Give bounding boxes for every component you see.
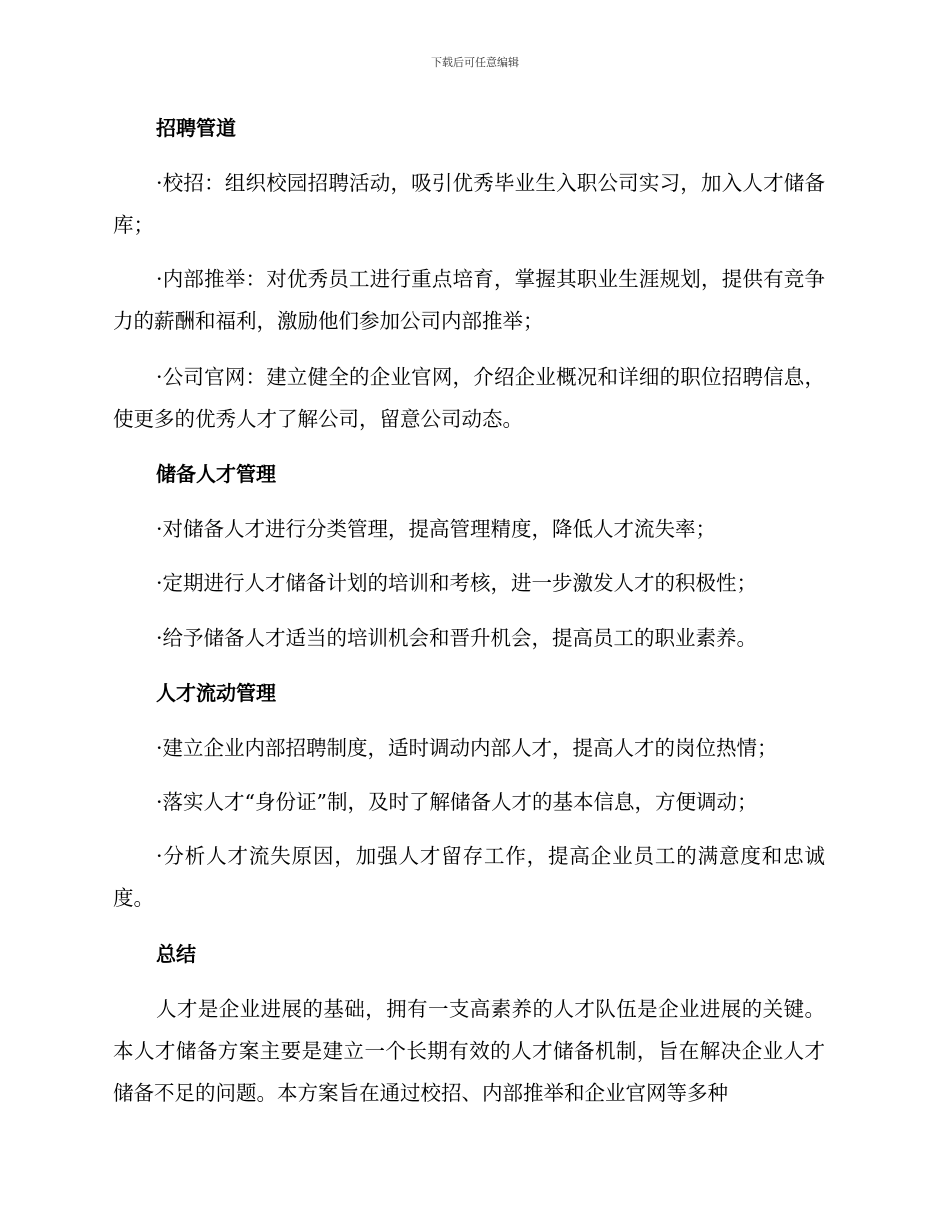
list-item: ·定期进行人才储备计划的培训和考核，进一步激发人才的积极性；	[156, 571, 758, 595]
list-item: ·内部推举：对优秀员工进行重点培育，掌握其职业生涯规划，提供有竞争力的薪酬和福利，激励他们参加公司内部推举；	[113, 267, 825, 333]
list-item: ·落实人才“身份证”制，及时了解储备人才的基本信息，方便调动；	[156, 790, 758, 814]
list-item: ·对储备人才进行分类管理，提高管理精度，降低人才流失率；	[156, 517, 717, 541]
list-item: ·公司官网：建立健全的企业官网，介绍企业概况和详细的职位招聘信息，使更多的优秀人才了解公司，留意公司动态。	[113, 365, 825, 431]
section-heading-summary: 总结	[156, 942, 196, 966]
section-heading-reserve-talent: 储备人才管理	[156, 462, 276, 486]
list-item: ·校招：组织校园招聘活动，吸引优秀毕业生入职公司实习，加入人才储备库；	[113, 171, 825, 237]
list-item: ·给予储备人才适当的培训机会和晋升机会，提高员工的职业素养。	[156, 626, 758, 650]
list-item: ·分析人才流失原因，加强人才留存工作，提高企业员工的满意度和忠诚度。	[113, 844, 825, 910]
page-header: 下载后可任意编辑	[431, 56, 519, 69]
section-heading-recruitment-channels: 招聘管道	[156, 116, 236, 140]
list-item: ·建立企业内部招聘制度，适时调动内部人才，提高人才的岗位热情；	[156, 736, 778, 760]
section-heading-talent-flow: 人才流动管理	[156, 681, 276, 705]
summary-paragraph: 人才是企业进展的基础，拥有一支高素养的人才队伍是企业进展的关键。本人才储备方案主要是建立一个长期有效的人才储备机制，旨在解决企业人才储备不足的问题。本方案旨在通过校招、内部推举和企业官网等多种	[113, 997, 825, 1105]
